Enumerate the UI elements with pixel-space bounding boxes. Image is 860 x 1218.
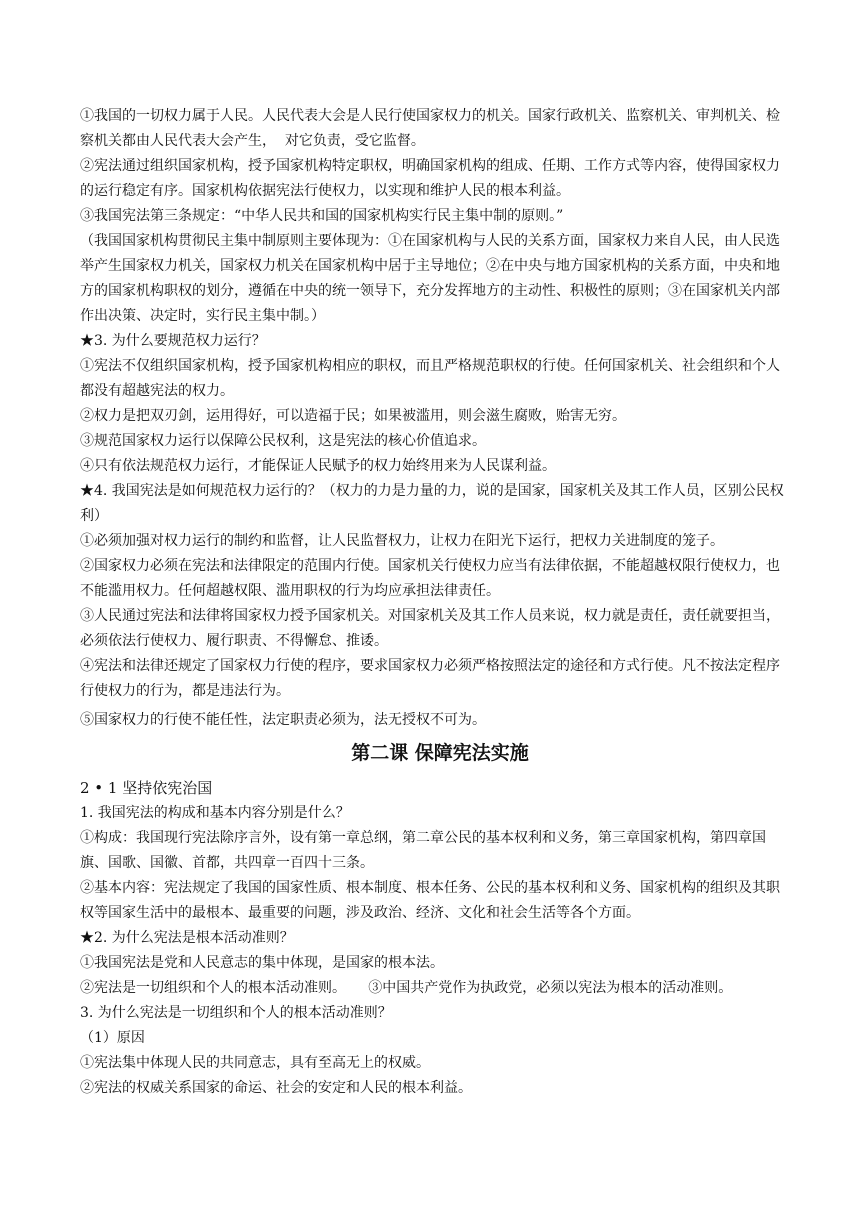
paragraph: ①我国宪法是党和人民意志的集中体现，是国家的根本法。: [80, 955, 444, 971]
paragraph: ①宪法集中体现人民的共同意志，具有至高无上的权威。: [80, 1055, 430, 1071]
paragraph: ⑤国家权力的行使不能任性，法定职责必须为，法无授权不可为。: [80, 712, 486, 728]
paragraph: ①宪法不仅组织国家机构，授予国家机构相应的职权，而且严格规范职权的行使。任何国家机关、社会组织和个人都没有超越宪法的权力。: [80, 358, 780, 399]
question-heading: ★4. 我国宪法是如何规范权力运行的？（权力的力是力量的力，说的是国家，国家机关及其工作人员，区别公民权利）: [80, 483, 784, 524]
paragraph: ②国家权力必须在宪法和法律限定的范围内行使。国家机关行使权力应当有法律依据，不能超越权限行使权力，也不能滥用权力。任何超越权限、滥用职权的行为均应承担法律责任。: [80, 558, 780, 599]
paragraph: ②宪法是一切组织和个人的根本活动准则。 ③中国共产党作为执政党，必须以宪法为根本的活动准则。: [80, 980, 733, 996]
paragraph: ①我国的一切权力属于人民。人民代表大会是人民行使国家权力的机关。国家行政机关、监察机关、审判机关、检察机关都由人民代表大会产生， 对它负责，受它监督。: [80, 108, 780, 149]
paragraph: ②权力是把双刃剑，运用得好，可以造福于民；如果被滥用，则会滋生腐败，贻害无穷。: [80, 408, 626, 424]
paragraph: ③规范国家权力运行以保障公民权利，这是宪法的核心价值追求。: [80, 433, 486, 449]
paragraph: ②宪法的权威关系国家的命运、社会的安定和人民的根本利益。: [80, 1080, 472, 1096]
lesson-title: 第二课 保障宪法实施: [351, 742, 529, 764]
paragraph: ②基本内容：宪法规定了我国的国家性质、根本制度、根本任务、公民的基本权利和义务、国家机构的组织及其职权等国家生活中的最根本、最重要的问题，涉及政治、经济、文化和社会生活等各个方面。: [80, 880, 780, 921]
question-heading: 1. 我国宪法的构成和基本内容分别是什么？: [80, 805, 350, 821]
section-title: 2 • 1 坚持依宪治国: [80, 779, 213, 797]
paragraph: ③人民通过宪法和法律将国家权力授予国家机关。对国家机关及其工作人员来说，权力就是责任，责任就要担当，必须依法行使权力、履行职责、不得懈怠、推诿。: [80, 608, 780, 649]
paragraph: （我国国家机构贯彻民主集中制原则主要体现为：①在国家机构与人民的关系方面，国家权力来自人民，由人民选举产生国家权力机关，国家权力机关在国家机构中居于主导地位；②在中央与地方国家机构的关系方面，中央和地方的国家机构职权的划分，遵循在中央的统一领导下，充分发挥地方的主动性、积极性的原则；③在国家机关内部作出决策、决定时，实行民主集中制。）: [80, 233, 780, 324]
paragraph: ①必须加强对权力运行的制约和监督，让人民监督权力，让权力在阳光下运行，把权力关进制度的笼子。: [80, 533, 724, 549]
question-heading: ★3. 为什么要规范权力运行？: [80, 333, 266, 349]
document-body: [80, 104, 784, 1101]
paragraph: ④只有依法规范权力运行，才能保证人民赋予的权力始终用来为人民谋利益。: [80, 458, 556, 474]
question-heading: ★2. 为什么宪法是根本活动准则？: [80, 930, 294, 946]
paragraph: （1）原因: [80, 1030, 145, 1046]
question-heading: 3. 为什么宪法是一切组织和个人的根本活动准则？: [80, 1005, 392, 1021]
paragraph: ①构成：我国现行宪法除序言外，设有第一章总纲，第二章公民的基本权利和义务，第三章国家机构，第四章国旗、国歌、国徽、首都，共四章一百四十三条。: [80, 830, 766, 871]
paragraph: ③我国宪法第三条规定：“中华人民共和国的国家机构实行民主集中制的原则。”: [80, 208, 564, 224]
paragraph: ②宪法通过组织国家机构，授予国家机构特定职权，明确国家机构的组成、任期、工作方式等内容，使得国家权力的运行稳定有序。国家机构依据宪法行使权力，以实现和维护人民的根本利益。: [80, 158, 780, 199]
paragraph: ④宪法和法律还规定了国家权力行使的程序，要求国家权力必须严格按照法定的途径和方式行使。凡不按法定程序行使权力的行为，都是违法行为。: [80, 658, 780, 699]
